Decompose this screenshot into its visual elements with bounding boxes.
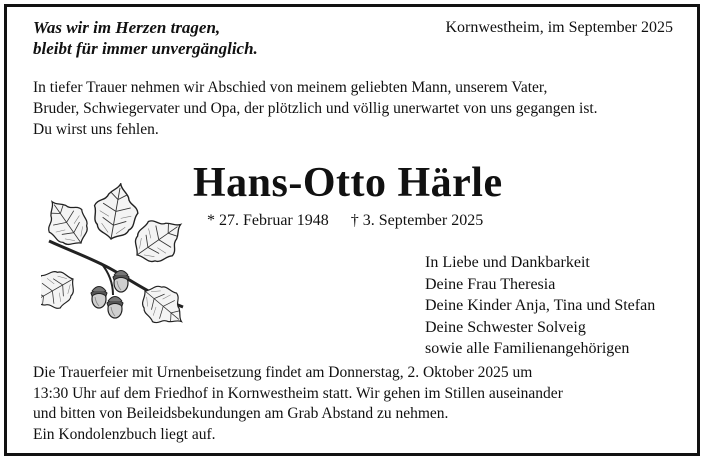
funeral-info bbox=[33, 363, 653, 445]
family-line: In Liebe und Dankbarkeit bbox=[425, 254, 590, 271]
deceased-name: Hans-Otto Härle bbox=[193, 160, 503, 206]
funeral-line: 13:30 Uhr auf dem Friedhof in Kornwestheim statt. Wir gehen im Stillen auseinander bbox=[33, 384, 563, 402]
motto-line: Was wir im Herzen tragen, bbox=[33, 18, 221, 37]
motto-line: bleibt für immer unvergänglich. bbox=[33, 39, 258, 58]
birth-date: * 27. Februar 1948 bbox=[207, 212, 329, 229]
oak-branch-icon bbox=[41, 183, 191, 333]
life-dates bbox=[207, 211, 483, 231]
death-date: † 3. September 2025 bbox=[350, 212, 484, 229]
family-line: Deine Schwester Solveig bbox=[425, 318, 586, 336]
motto bbox=[33, 17, 258, 59]
family-signatures bbox=[425, 252, 655, 360]
intro-line: Bruder, Schwiegervater und Opa, der plötzlich und völlig unerwartet von uns gegangen ist. bbox=[33, 100, 598, 117]
obituary-notice bbox=[4, 4, 700, 456]
funeral-line: Ein Kondolenzbuch liegt auf. bbox=[33, 425, 216, 443]
place-date: Kornwestheim, im September 2025 bbox=[445, 19, 673, 36]
family-line: Deine Frau Theresia bbox=[425, 275, 556, 293]
funeral-line: Die Trauerfeier mit Urnenbeisetzung findet am Donnerstag, 2. Oktober 2025 um bbox=[33, 364, 533, 381]
intro-line: In tiefer Trauer nehmen wir Abschied von meinem geliebten Mann, unserem Vater, bbox=[33, 79, 548, 96]
family-line: Deine Kinder Anja, Tina und Stefan bbox=[425, 297, 656, 314]
funeral-line: und bitten von Beileidsbekundungen am Grab Abstand zu nehmen. bbox=[33, 405, 449, 422]
family-line: sowie alle Familienangehörigen bbox=[425, 340, 630, 357]
intro-text bbox=[33, 77, 683, 140]
intro-line: Du wirst uns fehlen. bbox=[33, 121, 159, 138]
